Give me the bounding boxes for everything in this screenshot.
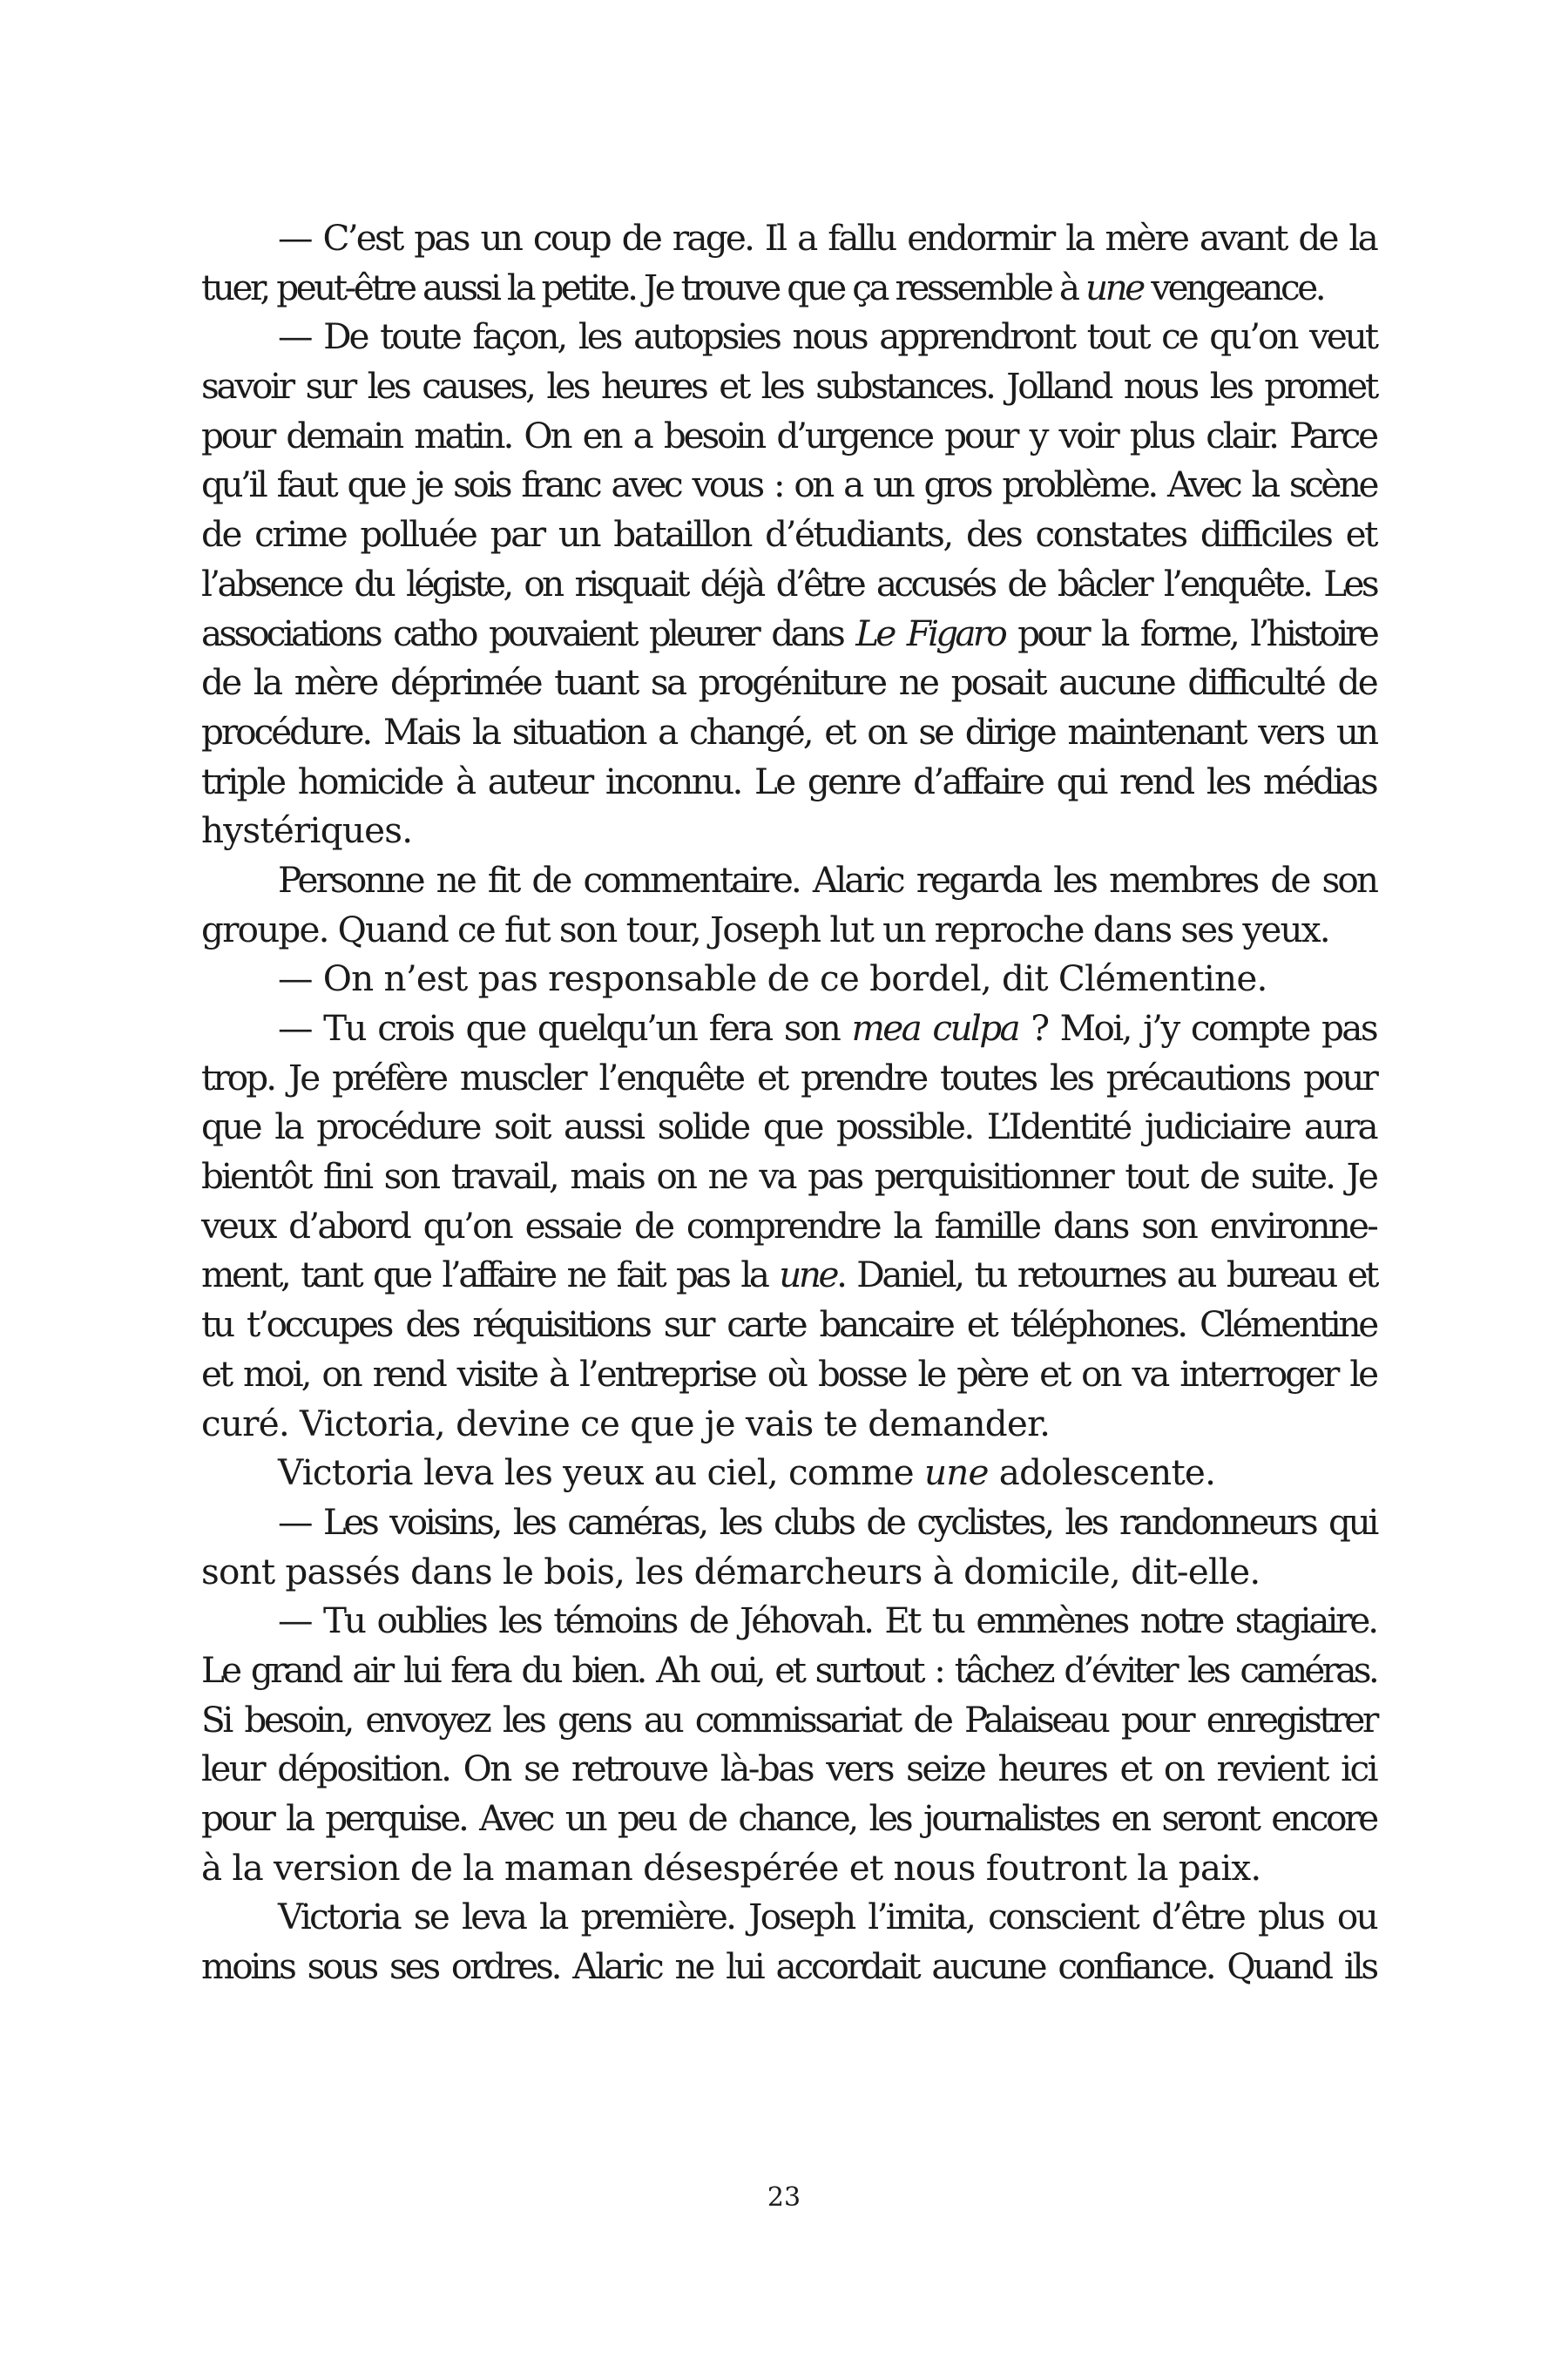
text-line: associations catho pouvaient pleurer dans Le Figaro pour la forme, l’histoire: [201, 612, 1376, 654]
text-line: curé. Victoria, devine ce que je vais te demander.: [201, 1402, 1051, 1444]
text-line: veux d’abord qu’on essaie de comprendre la famille dans son environne-: [201, 1204, 1376, 1247]
text-line: triple homicide à auteur inconnu. Le genre d’affaire qui rend les médias: [201, 760, 1376, 802]
text-line: sont passés dans le bois, les démarcheurs à domicile, dit-elle.: [201, 1550, 1260, 1592]
text-line: — C’est pas un coup de rage. Il a fallu endormir la mère avant de la: [278, 217, 1376, 259]
text-line: moins sous ses ordres. Alaric ne lui accordait aucune confiance. Quand ils: [201, 1945, 1376, 1988]
text-line: — Tu oublies les témoins de Jéhovah. Et tu emmènes notre stagiaire.: [278, 1599, 1376, 1642]
text-line: — De toute façon, les autopsies nous apprendront tout ce qu’on veut: [278, 315, 1376, 358]
text-line: pour demain matin. On en a besoin d’urgence pour y voir plus clair. Parce: [201, 414, 1376, 456]
text-line: et moi, on rend visite à l’entreprise où bosse le père et on va interroger le: [201, 1352, 1376, 1395]
text-line: Le grand air lui fera du bien. Ah oui, et surtout : tâchez d’éviter les caméras.: [201, 1648, 1376, 1691]
body-text: [201, 213, 1376, 1991]
text-line: savoir sur les causes, les heures et les substances. Jolland nous les promet: [201, 365, 1376, 408]
text-line: ment, tant que l’affaire ne fait pas la une. Daniel, tu retournes au bureau et: [201, 1254, 1376, 1296]
text-line: Si besoin, envoyez les gens au commissariat de Palaiseau pour enregistrer: [201, 1698, 1376, 1741]
text-line: groupe. Quand ce fut son tour, Joseph lut un reproche dans ses yeux.: [201, 908, 1329, 950]
text-line: Victoria leva les yeux au ciel, comme une adolescente.: [278, 1451, 1216, 1494]
text-line: que la procédure soit aussi solide que possible. L’Identité judiciaire aura: [201, 1106, 1376, 1148]
text-line: de la mère déprimée tuant sa progéniture ne posait aucune difficulté de: [201, 661, 1376, 704]
text-line: — On n’est pas responsable de ce bordel, dit Clémentine.: [278, 957, 1267, 1000]
page-number: 23: [767, 2182, 801, 2213]
text-line: tu t’occupes des réquisitions sur carte bancaire et téléphones. Clémentine: [201, 1303, 1376, 1346]
text-line: leur déposition. On se retrouve là-bas vers seize heures et on revient ici: [201, 1748, 1376, 1790]
text-line: tuer, peut-être aussi la petite. Je trouve que ça ressemble à une vengeance.: [201, 266, 1324, 308]
text-line: — Tu crois que quelqu’un fera son mea culpa ? Moi, j’y compte pas: [278, 1007, 1376, 1049]
text-line: bientôt fini son travail, mais on ne va pas perquisitionner tout de suite. Je: [201, 1155, 1376, 1198]
text-line: procédure. Mais la situation a changé, et on se dirige maintenant vers un: [201, 710, 1376, 753]
text-line: Personne ne fit de commentaire. Alaric regarda les membres de son: [278, 858, 1376, 901]
text-line: l’absence du légiste, on risquait déjà d’être accusés de bâcler l’enquête. Les: [201, 562, 1376, 605]
text-line: de crime polluée par un bataillon d’étudiants, des constates difficiles et: [201, 513, 1376, 556]
text-line: trop. Je préfère muscler l’enquête et prendre toutes les précautions pour: [201, 1056, 1376, 1099]
text-line: qu’il faut que je sois franc avec vous : on a un gros problème. Avec la scène: [201, 463, 1376, 506]
text-line: pour la perquise. Avec un peu de chance, les journalistes en seront encore: [201, 1797, 1376, 1839]
text-line: — Les voisins, les caméras, les clubs de cyclistes, les randonneurs qui: [278, 1500, 1376, 1543]
text-line: à la version de la maman désespérée et nous foutront la paix.: [201, 1846, 1261, 1889]
text-line: Victoria se leva la première. Joseph l’imita, conscient d’être plus ou: [278, 1896, 1376, 1938]
text-line: hystériques.: [201, 809, 413, 852]
